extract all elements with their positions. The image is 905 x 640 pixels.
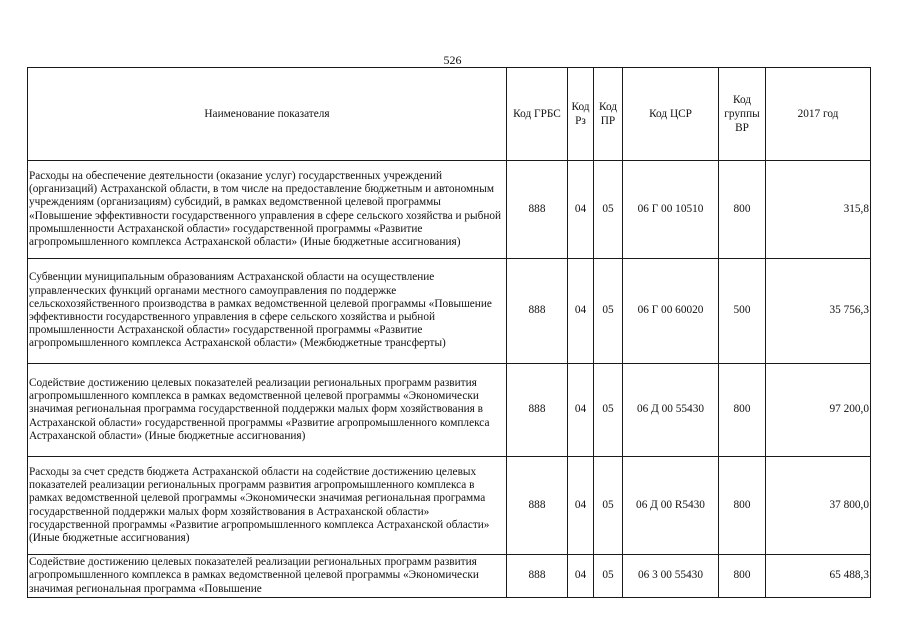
row-csr: 06 Д 00 55430 (623, 364, 719, 457)
page-number: 526 (443, 53, 462, 67)
header-year: 2017 год (766, 68, 871, 161)
row-rz: 04 (568, 161, 594, 259)
header-pr: Код ПР (594, 68, 623, 161)
row-name: Расходы на обеспечение деятельности (оказание услуг) государственных учреждений (организаций) Астраханской области, в том числе на предоставление бюджетным и автономным учреждениям (организациям) субсидий, в рамках ведомственной целевой программы «Повышение эффективности государственного управления в сфере сельского хозяйства и рыбной промышленности Астраханской области» государственной программы «Развитие агропромышленного комплекса Астраханской области» (Иные бюджетные ассигнования) (28, 161, 507, 259)
row-pr: 05 (594, 555, 623, 598)
row-rz: 04 (568, 457, 594, 555)
row-pr: 05 (594, 161, 623, 259)
row-amount: 35 756,3 (766, 259, 871, 364)
row-rz: 04 (568, 555, 594, 598)
row-amount: 97 200,0 (766, 364, 871, 457)
table-row (28, 555, 871, 598)
row-name: Содействие достижению целевых показателей реализации региональных программ развития агропромышленного комплекса в рамках ведомственной целевой программы «Экономически значимая региональная программа государственной поддержки малых форм хозяйствования в Астраханской области» государственной программы «Развитие агропромышленного комплекса Астраханской области» (Иные бюджетные ассигнования) (28, 364, 507, 457)
header-csr: Код ЦСР (623, 68, 719, 161)
row-pr: 05 (594, 457, 623, 555)
row-vr: 800 (719, 364, 766, 457)
header-vr: Код группы ВР (719, 68, 766, 161)
row-csr: 06 Д 00 R5430 (623, 457, 719, 555)
table-row (28, 364, 871, 457)
header-grbs: Код ГРБС (507, 68, 568, 161)
row-rz: 04 (568, 364, 594, 457)
row-pr: 05 (594, 259, 623, 364)
row-csr: 06 Г 00 60020 (623, 259, 719, 364)
table-row (28, 457, 871, 555)
row-grbs: 888 (507, 457, 568, 555)
table-row (28, 259, 871, 364)
budget-table (27, 67, 871, 598)
row-vr: 800 (719, 161, 766, 259)
row-name: Субвенции муниципальным образованиям Астраханской области на осуществление управленческих функций органами местного самоуправления по поддержке сельскохозяйственного производства в рамках ведомственной целевой программы «Повышение эффективности государственного управления в сфере сельского хозяйства и рыбной промышленности Астраханской области» государственной программы «Развитие агропромышленного комплекса Астраханской области» (Межбюджетные трансферты) (28, 259, 507, 364)
row-grbs: 888 (507, 555, 568, 598)
row-csr: 06 Г 00 10510 (623, 161, 719, 259)
row-grbs: 888 (507, 161, 568, 259)
row-pr: 05 (594, 364, 623, 457)
row-name: Содействие достижению целевых показателей реализации региональных программ развития агропромышленного комплекса в рамках ведомственной целевой программы «Экономически значимая региональная программа «Повышение (28, 555, 507, 598)
row-amount: 315,8 (766, 161, 871, 259)
header-name: Наименование показателя (28, 68, 507, 161)
row-amount: 65 488,3 (766, 555, 871, 598)
row-vr: 800 (719, 457, 766, 555)
row-csr: 06 3 00 55430 (623, 555, 719, 598)
table-header-row (28, 68, 871, 161)
row-name: Расходы за счет средств бюджета Астраханской области на содействие достижению целевых показателей реализации региональных программ развития агропромышленного комплекса в рамках ведомственной целевой программы «Экономически значимая региональная программа государственной поддержки малых форм хозяйствования в Астраханской области» государственной программы «Развитие агропромышленного комплекса Астраханской области» (Иные бюджетные ассигнования) (28, 457, 507, 555)
row-vr: 500 (719, 259, 766, 364)
row-amount: 37 800,0 (766, 457, 871, 555)
row-grbs: 888 (507, 259, 568, 364)
row-rz: 04 (568, 259, 594, 364)
row-grbs: 888 (507, 364, 568, 457)
header-rz: Код Рз (568, 68, 594, 161)
table-row (28, 161, 871, 259)
row-vr: 800 (719, 555, 766, 598)
